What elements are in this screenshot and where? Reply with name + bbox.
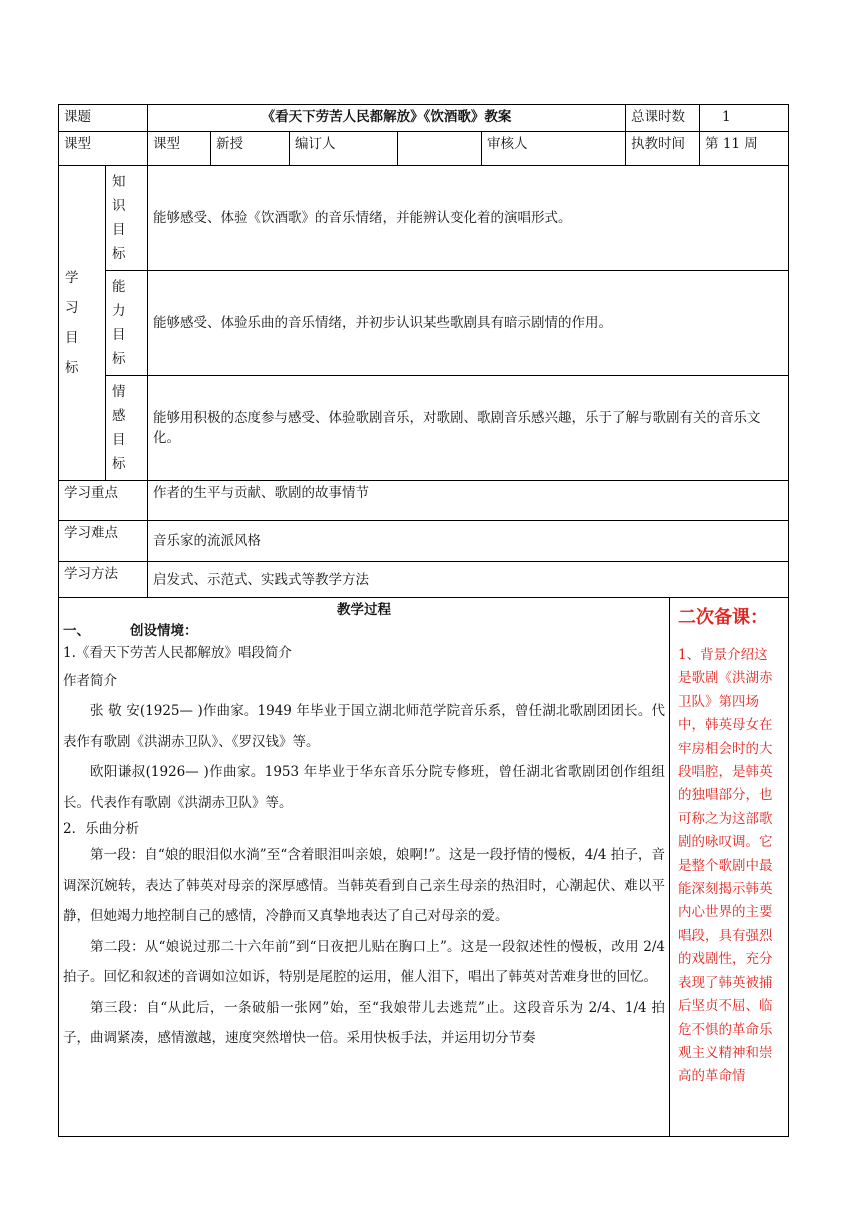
objective-text-knowledge: 能够感受、体验《饮酒歌》的音乐情绪，并能辨认变化着的演唱形式。 <box>148 166 789 271</box>
paragraph-section-2: 第二段：从“娘说过那二十六年前”到“日夜把儿贴在胸口上”。这是一段叙述性的慢板，改用 2/4 拍子。回忆和叙述的音调如泣如诉，特别是尾腔的运用，催人泪下，唱出了韩英对苦难身世的回忆。 <box>63 938 665 985</box>
key-points-value: 作者的生平与贡献、歌剧的故事情节 <box>148 481 789 521</box>
objective-label-ability: 能力目标 <box>106 271 148 376</box>
objective-row-emotion <box>59 376 789 481</box>
topic-label: 课题 <box>59 105 148 132</box>
total-hours-value: 1 <box>700 105 789 132</box>
objective-text-ability: 能够感受、体验乐曲的音乐情绪，并初步认识某些歌剧具有暗示剧情的作用。 <box>148 271 789 376</box>
item-2-heading: 2．乐曲分析 <box>63 821 140 837</box>
section-1-title: 创设情境： <box>130 623 198 639</box>
section-1-heading <box>63 620 665 642</box>
process-title: 教学过程 <box>337 602 391 618</box>
paragraph-section-1: 第一段：自“娘的眼泪似水淌”至“含着眼泪叫亲娘，娘啊!”。这是一段抒情的慢板，4/4 拍子，音调深沉婉转，表达了韩英对母亲的深厚感情。当韩英看到自己亲生母亲的热泪时，心潮起伏、难以平静，但她竭力地控制自己的感情，冷静而又真挚地表达了自己对母亲的爱。 <box>63 847 665 924</box>
teach-time-label: 执教时间 <box>626 132 700 166</box>
type-label: 课型 <box>59 132 148 166</box>
key-points-label: 学习重点 <box>59 481 148 521</box>
key-points-row <box>59 481 789 521</box>
editor-value <box>398 132 482 166</box>
objective-row-knowledge <box>59 166 789 271</box>
item-1-heading: 1.《看天下劳苦人民都解放》唱段简介 <box>63 645 292 661</box>
type-value: 新授 <box>211 132 290 166</box>
objective-text-emotion: 能够用积极的态度参与感受、体验歌剧音乐，对歌剧、歌剧音乐感兴趣，乐于了解与歌剧有关的音乐文化。 <box>148 376 789 481</box>
lesson-plan-page <box>58 104 788 1137</box>
method-label: 学习方法 <box>59 562 148 598</box>
difficulty-row <box>59 521 789 562</box>
secondary-prep-title: 二次备课： <box>678 607 768 628</box>
process-cell <box>59 598 789 1137</box>
objective-label-emotion: 情感目标 <box>106 376 148 481</box>
method-value: 启发式、示范式、实践式等教学方法 <box>148 562 789 598</box>
objective-row-ability <box>59 271 789 376</box>
objective-label-knowledge: 知识目标 <box>106 166 148 271</box>
secondary-prep-text: 1、背景介绍这是歌剧《洪湖赤卫队》第四场中，韩英母女在牢房相会时的大段唱腔，是韩英的独唱部分，也可称之为这部歌剧的咏叹调。它是整个歌剧中最能深刻揭示韩英内心世界的主要唱段，具有强烈的戏剧性，充分表现了韩英被捕后坚贞不屈、临危不惧的革命乐观主义精神和崇高的革命情 <box>678 647 773 1085</box>
objectives-label-cell <box>59 166 106 481</box>
secondary-prep-column <box>670 598 788 1136</box>
lesson-plan-table <box>58 104 789 1137</box>
author-intro: 作者简介 <box>63 673 117 689</box>
process-row <box>59 598 789 1137</box>
paragraph-author-1: 张 敬 安(1925— )作曲家。1949 年毕业于国立湖北师范学院音乐系，曾任湖北歌剧团团长。代表作有歌剧《洪湖赤卫队》、《罗汉钱》等。 <box>63 703 665 750</box>
header-row-2 <box>59 132 789 166</box>
topic-value: 《看天下劳苦人民都解放》《饮酒歌》教案 <box>148 105 626 132</box>
paragraph-author-2: 欧阳谦叔(1926— )作曲家。1953 年毕业于华东音乐分院专修班，曾任湖北省歌剧团创作组组长。代表作有歌剧《洪湖赤卫队》等。 <box>63 764 665 811</box>
total-hours-label: 总课时数 <box>626 105 700 132</box>
teaching-process <box>59 598 670 1136</box>
type-label-2: 课型 <box>148 132 211 166</box>
editor-label: 编订人 <box>290 132 398 166</box>
paragraph-section-3: 第三段：自“从此后，一条破船一张网”始，至“我娘带儿去逃荒”止。这段音乐为 2/4、1/4 拍子，曲调紧凑，感情激越，速度突然增快一倍。采用快板手法，并运用切分节奏 <box>63 999 665 1046</box>
section-1-number: 一、 <box>63 623 90 639</box>
reviewer-label: 审核人 <box>482 132 626 166</box>
teach-time-value: 第 11 周 <box>700 132 789 166</box>
difficulty-label: 学习难点 <box>59 521 148 562</box>
objectives-label: 学习目标 <box>65 270 79 376</box>
difficulty-value: 音乐家的流派风格 <box>148 521 789 562</box>
header-row-1 <box>59 105 789 132</box>
method-row <box>59 562 789 598</box>
